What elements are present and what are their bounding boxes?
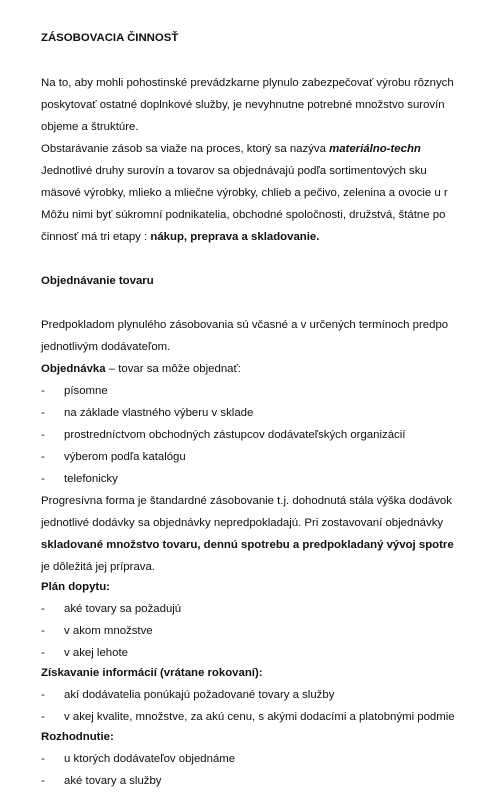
section-text: je dôležitá jej príprava. [41,561,155,573]
bullet: - [41,625,45,637]
section-heading: Objednávanie tovaru [41,275,154,287]
intro-line: mäsové výrobky, mlieko a mliečne výrobky, chlieb a pečivo, zelenina a ovocie u r [41,187,448,199]
order-label: Objednávka [41,363,106,375]
intro-text: činnosť má tri etapy : [41,231,151,243]
list-item [41,752,235,766]
intro-line: objeme a štruktúre. [41,121,139,133]
list-item-text: akí dodávatelia ponúkajú požadované tovary a služby [64,689,335,701]
list-item [41,602,181,616]
list-item-text: v akom množstve [64,625,153,637]
bullet: - [41,451,45,463]
bullet: - [41,647,45,659]
list-item-text: u ktorých dodávateľov objednáme [64,753,236,765]
bullet: - [41,711,45,723]
intro-term: materiálno-techn [329,143,421,155]
list-item-text: telefonicky [64,473,118,485]
section-text-bold: skladované množstvo tovaru, dennú spotrebu a predpokladaný vývoj spotre [41,539,454,551]
intro-line: Na to, aby mohli pohostinské prevádzkarne plynulo zabezpečovať výrobu rôznych [41,77,454,89]
list-item [41,384,108,398]
plan-label: Plán dopytu: [41,581,110,593]
intro-line: Môžu nimi byť súkromní podnikatelia, obchodné spoločnosti, družstvá, štátne po [41,209,446,221]
list-item [41,624,153,638]
bullet: - [41,407,45,419]
intro-stages: nákup, preprava a skladovanie. [150,231,320,243]
list-item [41,646,128,660]
bullet: - [41,603,45,615]
page-title: ZÁSOBOVACIA ČINNOSŤ [41,32,179,44]
list-item-text: aké tovary sa požadujú [64,603,182,615]
list-item [41,710,455,724]
list-item [41,774,162,788]
section-text: Progresívna forma je štandardné zásobovanie t.j. dohodnutá stála výška dodávok [41,495,452,507]
info-label: Získavanie informácií (vrátane rokovaní): [41,667,263,679]
list-item-text: výberom podľa katalógu [64,451,186,463]
bullet: - [41,753,45,765]
intro-line: Jednotlivé druhy surovín a tovarov sa objednávajú podľa sortimentových sku [41,165,427,177]
list-item-text: na základe vlastného výberu v sklade [64,407,254,419]
list-item-text: aké tovary a služby [64,775,162,787]
bullet: - [41,775,45,787]
order-heading [41,362,241,376]
list-item-text: prostredníctvom obchodných zástupcov dodávateľských organizácií [64,429,406,441]
list-item-text: písomne [64,385,108,397]
intro-text: Obstarávanie zásob sa viaže na proces, ktorý sa nazýva [41,143,330,155]
list-item-text: v akej kvalite, množstve, za akú cenu, s akými dodacími a platobnými podmie [64,711,455,723]
list-item [41,406,253,420]
list-item-text: v akej lehote [64,647,128,659]
bullet: - [41,385,45,397]
decision-label: Rozhodnutie: [41,731,114,743]
list-item [41,450,186,464]
list-item [41,428,405,442]
list-item [41,472,118,486]
intro-line: poskytovať ostatné doplnkové služby, je nevyhnutne potrebné množstvo surovín [41,99,445,111]
bullet: - [41,429,45,441]
bullet: - [41,473,45,485]
bullet: - [41,689,45,701]
list-item [41,688,334,702]
section-text: jednotlivým dodávateľom. [41,341,171,353]
section-text: jednotlivé dodávky sa objednávky nepredpokladajú. Pri zostavovaní objednávky [41,517,444,529]
order-text: – tovar sa môže objednať: [105,363,241,375]
intro-line [41,230,319,244]
intro-line [41,142,421,156]
section-text: Predpokladom plynulého zásobovania sú včasné a v určených termínoch predpo [41,319,449,331]
